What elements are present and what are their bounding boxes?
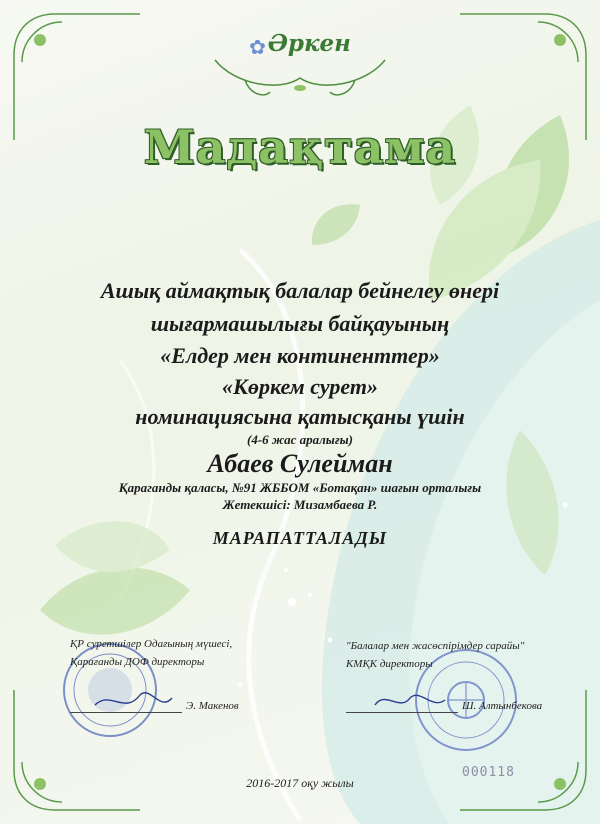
contest-line-3: «Елдер мен континенттер» [160,343,440,368]
right-signatory-name: Ш. Алтынбекова [462,700,543,712]
certificate-title: Мадақтама [143,120,457,174]
recipient-name: Абаев Сулейман [207,449,393,478]
sprout-decoration [312,204,360,245]
serial-number: 000118 [462,765,515,780]
contest-line-5: номинациясына қатысқаны үшін [135,404,465,429]
age-group: (4-6 жас аралығы) [247,432,353,447]
logo-text: Әркен [267,30,351,57]
left-signatory-title-1: ҚР суретшілер Одағының мүшесі, [70,638,233,650]
supervisor: Жетекшісі: Мизамбаева Р. [222,497,378,512]
institution: Қараганды қаласы, №91 ЖББОМ «Ботақан» шағын орталығы [118,480,482,495]
contest-line-2: шығармашылығы байқауының [150,311,450,336]
contest-line-1: Ашық аймақтық балалар бейнелеу өнері [100,278,500,303]
left-signatory-name: Э. Макенов [186,700,239,712]
contest-line-4: «Көркем сурет» [222,374,378,399]
logo [0,30,600,60]
logo-vine-ornament [215,60,385,95]
academic-year: 2016-2017 оқу жылы [246,776,354,790]
awarded-text: МАРАПАТТАЛАДЫ [212,528,388,548]
right-signatory-title-2: КМҚК директоры [346,658,433,670]
right-signatory-title-1: "Балалар мен жасөспірімдер сарайы" [346,640,525,652]
left-signature-line [70,712,182,713]
flower-icon: ✿ [249,36,266,59]
left-signatory-title-2: Қарағанды ДОФ директоры [70,656,205,668]
right-signature-line [346,712,458,713]
